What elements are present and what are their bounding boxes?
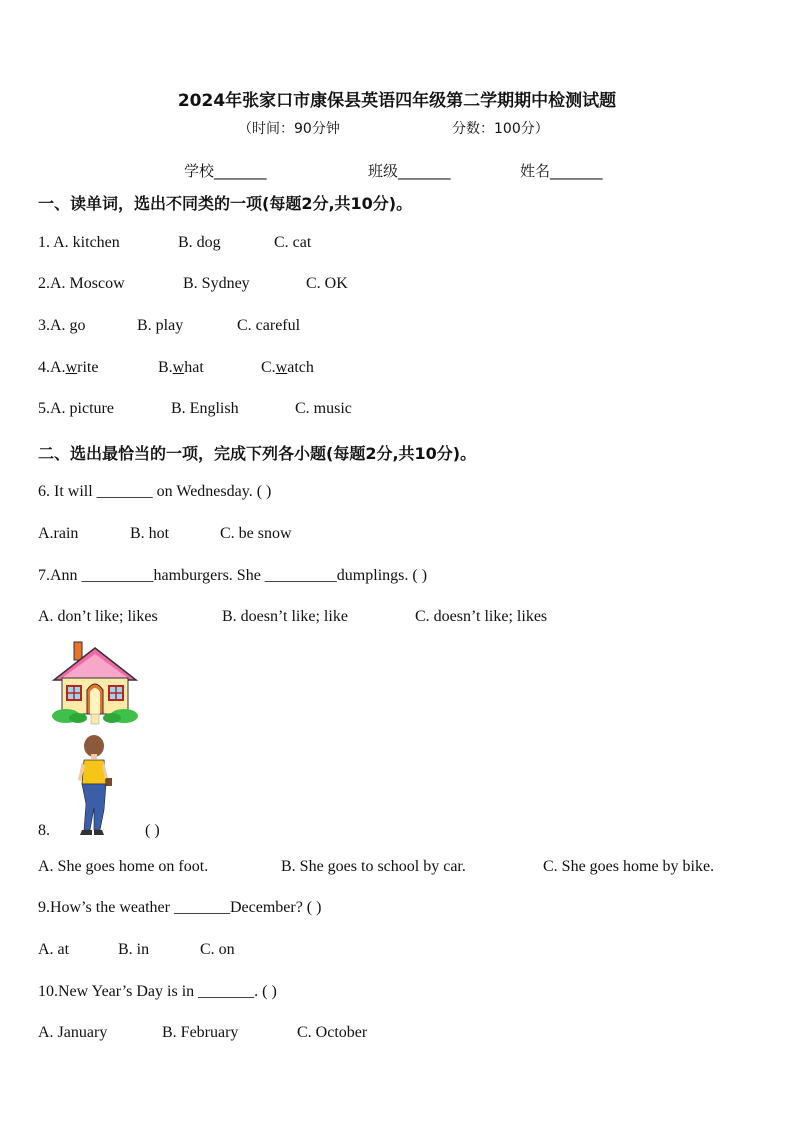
q10-option-a: A. January xyxy=(38,1024,108,1041)
question-9-options xyxy=(38,941,235,959)
question-1 xyxy=(38,234,311,252)
question-5 xyxy=(38,400,352,418)
q9-option-b: B. in xyxy=(118,941,150,958)
section-1-heading: 一、读单词，选出不同类的一项(每题2分,共10分)。 xyxy=(38,194,413,213)
name-field: 姓名_______ xyxy=(520,162,603,180)
q5-option-a: 5.A. picture xyxy=(38,400,114,417)
exam-score: 分数：100分） xyxy=(452,121,549,137)
q6-option-a: A.rain xyxy=(38,525,79,542)
q4-option-b: B.what xyxy=(158,359,204,376)
question-8-stem xyxy=(38,822,160,840)
question-7-stem: 7.Ann _________hamburgers. She _________dumplings. ( ) xyxy=(38,567,428,584)
question-10-options xyxy=(38,1024,367,1042)
question-10-stem: 10.New Year’s Day is in _______. ( ) xyxy=(38,983,277,1000)
q6-option-b: B. hot xyxy=(130,525,170,542)
page-title: 2024年张家口市康保县英语四年级第二学期期中检测试题 xyxy=(177,91,617,111)
house-illustration xyxy=(50,640,140,728)
q5-option-c: C. music xyxy=(295,400,352,417)
q3-option-a: 3.A. go xyxy=(38,317,86,334)
question-4 xyxy=(38,359,314,377)
question-7-options xyxy=(38,608,547,626)
q7-option-c: C. doesn’t like; likes xyxy=(415,608,548,625)
question-6-options xyxy=(38,525,292,543)
q8-option-b: B. She goes to school by car. xyxy=(281,858,466,875)
question-6-stem: 6. It will _______ on Wednesday. ( ) xyxy=(38,483,272,500)
q7-option-b: B. doesn’t like; like xyxy=(222,608,348,625)
q1-option-a: 1. A. kitchen xyxy=(38,234,120,251)
q1-option-b: B. dog xyxy=(178,234,221,251)
exam-time: （时间：90分钟 xyxy=(238,121,340,137)
q4-option-a: 4.A.write xyxy=(38,359,99,376)
q10-option-c: C. October xyxy=(297,1024,368,1041)
q9-option-c: C. on xyxy=(200,941,235,958)
q8-option-a: A. She goes home on foot. xyxy=(38,858,209,875)
q3-option-b: B. play xyxy=(137,317,184,334)
q1-option-c: C. cat xyxy=(274,234,312,251)
q8-option-c: C. She goes home by bike. xyxy=(543,858,715,875)
q10-option-b: B. February xyxy=(162,1024,239,1041)
class-field: 班级_______ xyxy=(368,162,451,180)
school-field: 学校_______ xyxy=(184,162,267,180)
q2-option-c: C. OK xyxy=(306,275,348,292)
question-8-options xyxy=(38,858,714,876)
q9-option-a: A. at xyxy=(38,941,70,958)
question-2 xyxy=(38,275,348,293)
q6-option-c: C. be snow xyxy=(220,525,292,542)
section-2-heading: 二、选出最恰当的一项，完成下列各小题(每题2分,共10分)。 xyxy=(38,444,477,463)
q5-option-b: B. English xyxy=(171,400,239,417)
q2-option-b: B. Sydney xyxy=(183,275,250,292)
q2-option-a: 2.A. Moscow xyxy=(38,275,125,292)
question-3 xyxy=(38,317,300,335)
q3-option-c: C. careful xyxy=(237,317,301,334)
q4-option-c: C.watch xyxy=(261,359,314,376)
q8-number: 8. xyxy=(38,822,50,839)
q7-option-a: A. don’t like; likes xyxy=(38,608,158,625)
q8-answer-paren: ( ) xyxy=(145,822,160,839)
question-9-stem: 9.How’s the weather _______December? ( ) xyxy=(38,899,322,916)
